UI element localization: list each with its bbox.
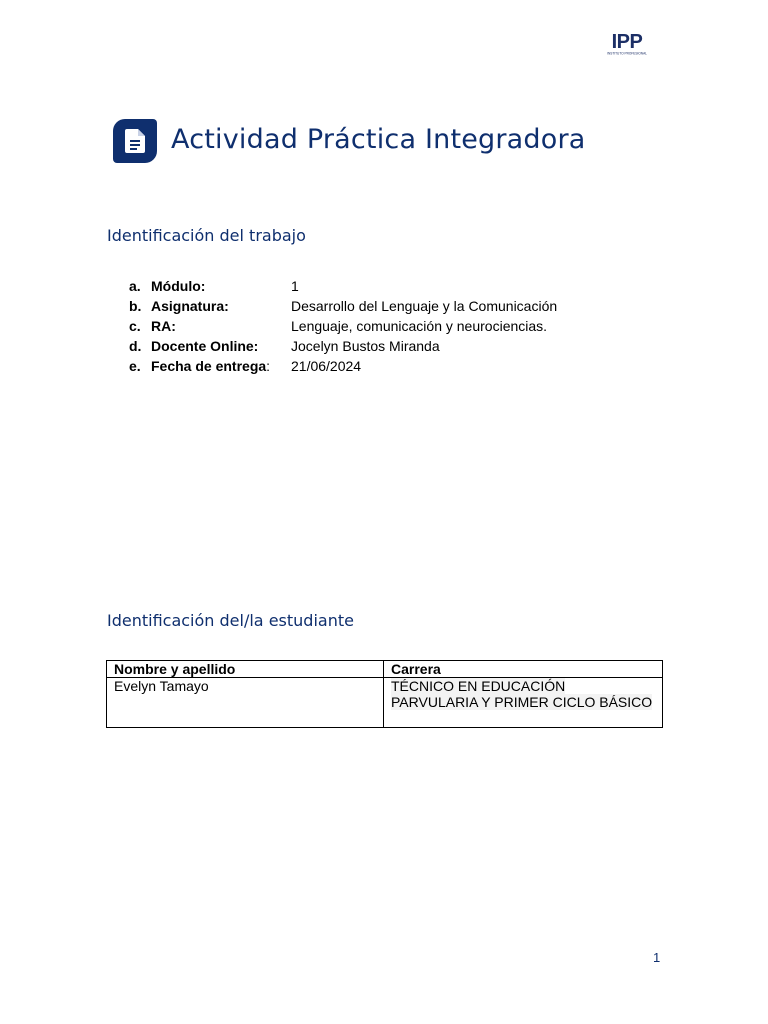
item-letter: c. (129, 318, 141, 334)
item-value: Jocelyn Bustos Miranda (291, 338, 440, 354)
item-letter: e. (129, 358, 141, 374)
header-name: Nombre y apellido (107, 661, 384, 678)
list-item (129, 316, 649, 336)
document-title: Actividad Práctica Integradora (171, 124, 586, 155)
student-identification-heading: Identificación del/la estudiante (107, 611, 354, 630)
career-text: TÉCNICO EN EDUCACIÓN PARVULARIA Y PRIMER CICLO BÁSICO (391, 678, 653, 710)
item-label-colon: : (266, 358, 271, 374)
work-identification-list (129, 276, 649, 376)
item-letter: a. (129, 278, 141, 294)
item-label: Módulo: (151, 278, 206, 294)
item-value: Lenguaje, comunicación y neurociencias. (291, 318, 548, 334)
item-value: Desarrollo del Lenguaje y la Comunicación (291, 298, 558, 314)
item-letter: d. (129, 338, 142, 354)
logo-subtitle: INSTITUTO PROFESIONAL (607, 52, 647, 56)
career-cell (384, 678, 663, 728)
student-table (106, 660, 663, 728)
list-item (129, 336, 649, 356)
item-label (151, 356, 270, 376)
student-name-cell: Evelyn Tamayo (107, 678, 384, 728)
table-header-row (107, 661, 663, 678)
item-value: 21/06/2024 (291, 358, 362, 374)
page-number: 1 (653, 950, 661, 965)
item-letter: b. (129, 298, 142, 314)
logo-mark: IPP (611, 31, 643, 53)
header-career: Carrera (384, 661, 663, 678)
list-item (129, 356, 649, 376)
item-value: 1 (291, 278, 299, 294)
item-label: Asignatura: (151, 298, 229, 314)
document-icon (113, 119, 157, 163)
work-identification-heading: Identificación del trabajo (107, 226, 306, 245)
list-item (129, 296, 649, 316)
ipp-logo (603, 32, 651, 56)
item-label: Docente Online: (151, 338, 259, 354)
item-label-text: Fecha de entrega (151, 358, 267, 374)
item-label: RA: (151, 318, 176, 334)
list-item (129, 276, 649, 296)
table-row (107, 678, 663, 728)
